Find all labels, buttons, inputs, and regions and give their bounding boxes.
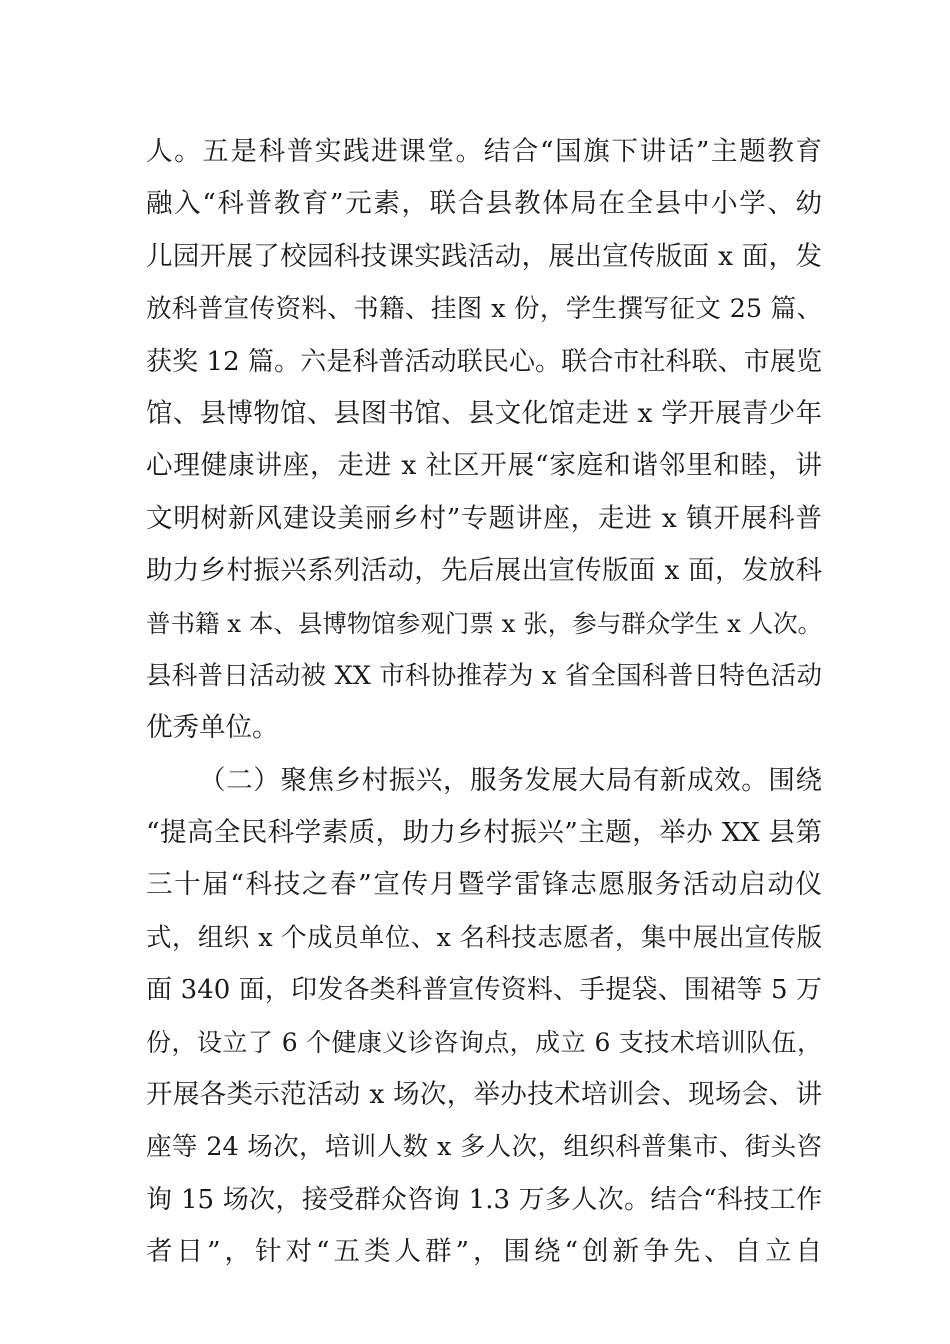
text-line: 人。五是科普实践进课堂。结合“国旗下讲话”主题教育 bbox=[146, 136, 822, 167]
text-line: 馆、县博物馆、县图书馆、县文化馆走进 x 学开展青少年 bbox=[146, 397, 822, 429]
text-line: 份，设立了 6 个健康义诊咨询点，成立 6 支技术培训队伍， bbox=[146, 1027, 822, 1057]
text-line: 放科普宣传资料、书籍、挂图 x 份，学生撰写征文 25 篇、 bbox=[146, 294, 822, 325]
text-line: 心理健康讲座，走进 x 社区开展“家庭和谐邻里和睦，讲 bbox=[146, 450, 822, 482]
document-body bbox=[146, 126, 822, 1279]
text-line: 者日”，针对“五类人群”，围绕“创新争先、自立自 bbox=[146, 1236, 822, 1268]
text-line: 普书籍 x 本、县博物馆参观门票 x 张，参与群众学生 x 人次。 bbox=[146, 608, 823, 638]
text-line: 座等 24 场次，培训人数 x 多人次，组织科普集市、街头咨 bbox=[146, 1132, 822, 1163]
text-line: 优秀单位。 bbox=[146, 712, 279, 744]
text-line: 获奖 12 篇。六是科普活动联民心。联合市社科联、市展览 bbox=[146, 346, 822, 377]
text-line: 文明树新风建设美丽乡村”专题讲座，走进 x 镇开展科普 bbox=[146, 502, 822, 534]
text-line: 开展各类示范活动 x 场次，举办技术培训会、现场会、讲 bbox=[146, 1079, 822, 1111]
text-line: 县科普日活动被 XX 市科协推荐为 x 省全国科普日特色活动 bbox=[146, 660, 822, 691]
text-line: 式，组织 x 个成员单位、x 名科技志愿者，集中展出宣传版 bbox=[146, 922, 822, 953]
text-line: 三十届“科技之春”宣传月暨学雷锋志愿服务活动启动仪 bbox=[146, 869, 822, 901]
text-line: “提高全民科学素质，助力乡村振兴”主题，举办 XX 县第 bbox=[146, 817, 822, 849]
text-line: 儿园开展了校园科技课实践活动，展出宣传版面 x 面，发 bbox=[146, 240, 822, 272]
text-line: （二）聚焦乡村振兴，服务发展大局有新成效。围绕 bbox=[199, 764, 822, 796]
text-line: 助力乡村振兴系列活动，先后展出宣传版面 x 面，发放科 bbox=[146, 555, 822, 587]
text-line: 面 340 面，印发各类科普宣传资料、手提袋、围裙等 5 万 bbox=[146, 975, 822, 1006]
text-line: 询 15 场次，接受群众咨询 1.3 万多人次。结合“科技工作 bbox=[146, 1184, 822, 1215]
text-line: 融入“科普教育”元素，联合县教体局在全县中小学、幼 bbox=[146, 188, 822, 220]
